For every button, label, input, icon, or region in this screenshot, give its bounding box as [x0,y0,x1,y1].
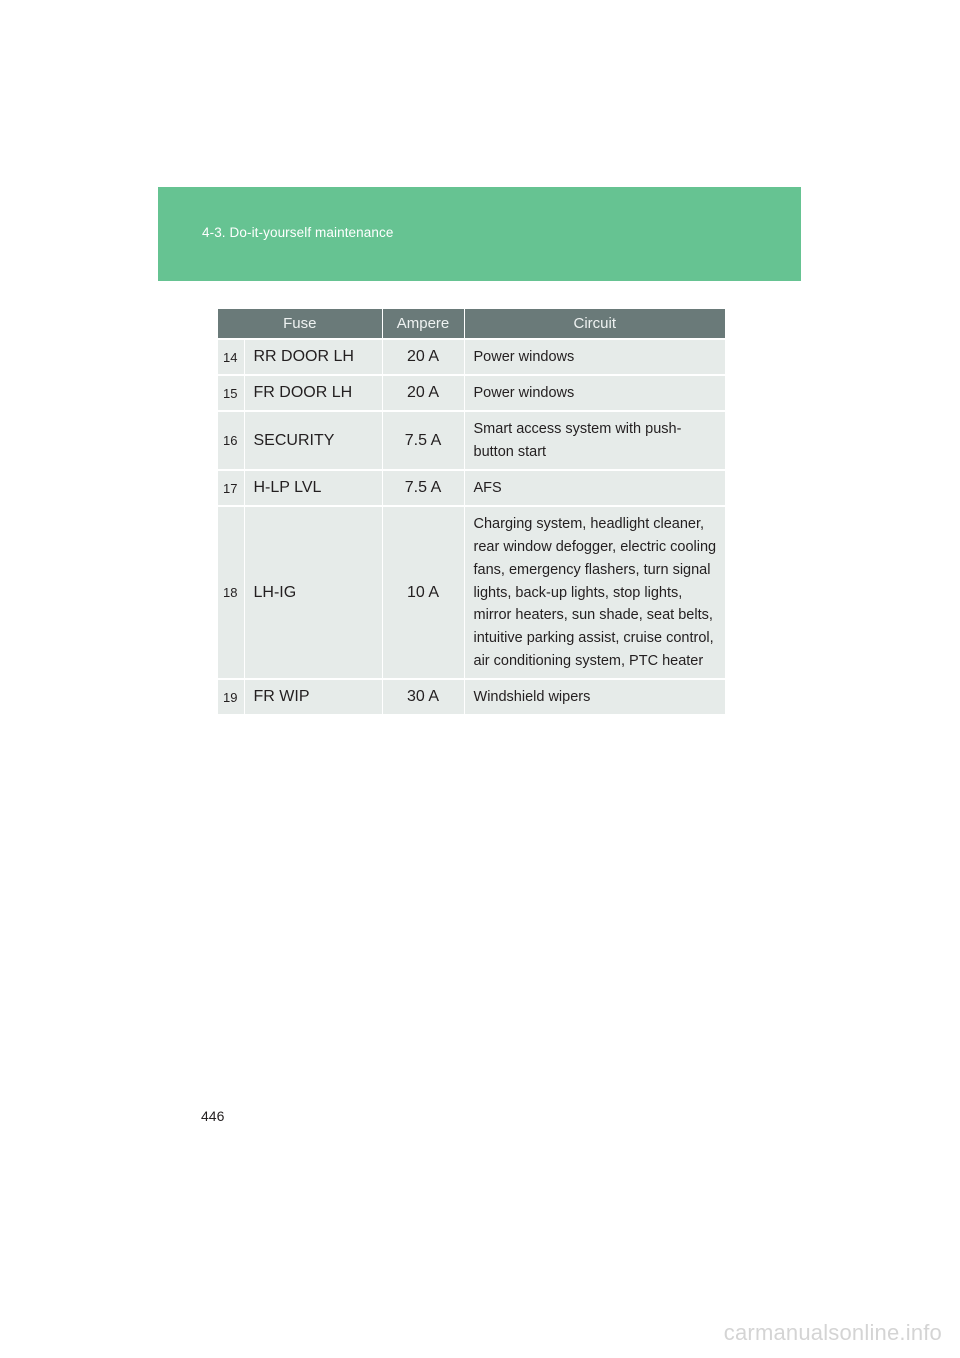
section-title: 4-3. Do-it-yourself maintenance [202,225,394,240]
fuse-circuit: AFS [464,470,725,506]
fuse-number: 17 [218,470,244,506]
fuse-number: 18 [218,506,244,679]
fuse-name: RR DOOR LH [244,339,382,375]
table-row [218,375,725,411]
column-header-ampere: Ampere [382,309,464,339]
fuse-number: 14 [218,339,244,375]
fuse-name: FR DOOR LH [244,375,382,411]
table-row [218,339,725,375]
fuse-ampere: 7.5 A [382,470,464,506]
watermark-text: carmanualsonline.info [723,1320,942,1345]
fuse-ampere: 20 A [382,375,464,411]
table-row [218,679,725,714]
fuse-circuit: Smart access system with push-button start [464,411,725,470]
fuse-ampere: 20 A [382,339,464,375]
fuse-circuit: Charging system, headlight cleaner, rear window defogger, electric cooling fans, emergency flashers, turn signal lights, back-up lights, stop lights, mirror heaters, sun shade, seat belts, intuitive parking assist, cruise control, air conditioning system, PTC heater [464,506,725,679]
fuse-number: 19 [218,679,244,714]
fuse-name: H-LP LVL [244,470,382,506]
table-row [218,470,725,506]
column-header-circuit: Circuit [464,309,725,339]
section-header-band [158,187,801,281]
fuse-name: LH-IG [244,506,382,679]
fuse-name: FR WIP [244,679,382,714]
column-header-fuse: Fuse [218,309,382,339]
fuse-ampere: 7.5 A [382,411,464,470]
fuse-circuit: Power windows [464,375,725,411]
table-header-row [218,309,725,339]
fuse-number: 15 [218,375,244,411]
table-row [218,411,725,470]
fuse-ampere: 30 A [382,679,464,714]
table-row [218,506,725,679]
fuse-name: SECURITY [244,411,382,470]
fuse-circuit: Power windows [464,339,725,375]
fuse-number: 16 [218,411,244,470]
fuse-ampere: 10 A [382,506,464,679]
page-number: 446 [201,1108,225,1124]
fuse-circuit: Windshield wipers [464,679,725,714]
fuse-table [218,309,725,714]
